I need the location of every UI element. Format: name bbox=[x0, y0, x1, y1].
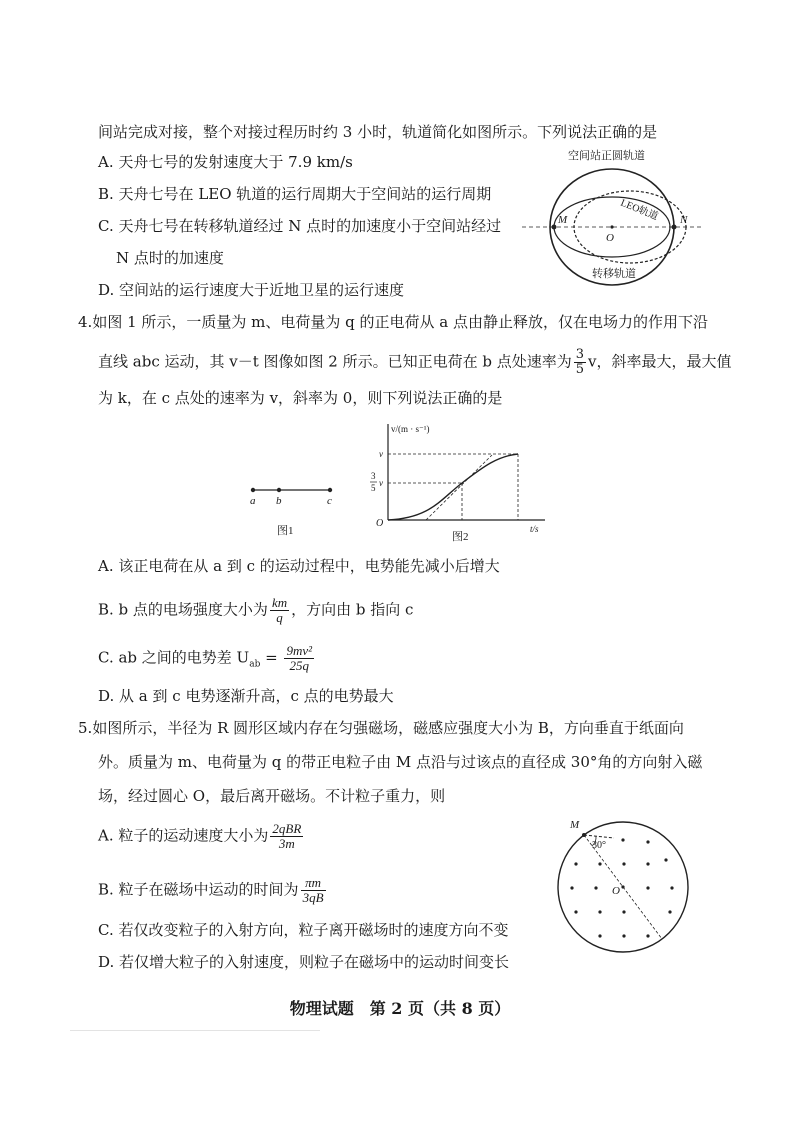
q3-option-d: D. 空间站的运行速度大于近地卫星的运行速度 bbox=[98, 281, 405, 299]
q3-option-b: B. 天舟七号在 LEO 轨道的运行周期大于空间站的运行周期 bbox=[98, 185, 492, 203]
q5-option-a bbox=[98, 822, 305, 851]
q4-fig2-v-tick: v bbox=[379, 449, 383, 459]
q5-label-o: O bbox=[612, 885, 620, 897]
field-dot bbox=[598, 934, 601, 937]
q5-option-b-pre: B. 粒子在磁场中运动的时间为 bbox=[98, 880, 299, 899]
q3-point-m bbox=[552, 225, 557, 230]
q4-fig1-label-c: c bbox=[327, 495, 332, 507]
field-dot bbox=[594, 886, 597, 889]
field-dot bbox=[646, 886, 649, 889]
q4-stem-fraction bbox=[574, 348, 586, 377]
q4-fig1-caption: 图1 bbox=[277, 525, 294, 537]
field-dot bbox=[570, 886, 573, 889]
q4-fig2-caption: 图2 bbox=[452, 531, 469, 543]
bottom-divider bbox=[70, 1030, 320, 1031]
q4-fig1-point-c bbox=[328, 488, 332, 492]
q3-point-o bbox=[610, 225, 613, 228]
q4-stem-line1 bbox=[78, 312, 708, 332]
q4-fig1 bbox=[245, 482, 345, 542]
q4-fig2-ylabel: v/(m · s⁻¹) bbox=[391, 424, 430, 434]
q3-stem: 间站完成对接，整个对接过程历时约 3 小时，轨道简化如图所示。下列说法正确的是 bbox=[98, 123, 658, 141]
field-dot bbox=[598, 910, 601, 913]
q3-option-a: A. 天舟七号的发射速度大于 7.9 km/s bbox=[98, 153, 353, 171]
q5-option-a-pre: A. 粒子的运动速度大小为 bbox=[98, 826, 269, 845]
q5-stem-line1 bbox=[78, 718, 684, 738]
field-dot bbox=[574, 910, 577, 913]
q4-option-c-den: 25q bbox=[289, 658, 309, 673]
q5-stem-line3: 场，经过圆心 O，最后离开磁场。不计粒子重力，则 bbox=[98, 787, 446, 805]
q3-label-circle-orbit: 空间站正圆轨道 bbox=[568, 150, 645, 162]
field-dot bbox=[621, 838, 624, 841]
q3-label-leo: LEO轨道 bbox=[618, 197, 660, 223]
q5-option-c: C. 若仅改变粒子的入射方向，粒子离开磁场时的速度方向不变 bbox=[98, 921, 509, 939]
field-dot bbox=[622, 934, 625, 937]
q3-point-n bbox=[672, 225, 677, 230]
q5-magnetic-field-figure bbox=[548, 812, 698, 962]
q3-option-c-cont: N 点时的加速度 bbox=[116, 249, 224, 267]
q4-stem-line2 bbox=[98, 348, 732, 377]
q4-option-b-pre: B. b 点的电场强度大小为 bbox=[98, 600, 268, 619]
q5-label-angle: 30° bbox=[592, 840, 606, 851]
field-dot bbox=[646, 862, 649, 865]
q4-option-c-pre: C. ab 之间的电势差 U bbox=[98, 648, 250, 667]
q5-stem-line2: 外。质量为 m、电荷量为 q 的带正电粒子由 M 点沿与过该点的直径成 30°角的方向射入磁 bbox=[98, 753, 703, 771]
q4-option-b-num: km bbox=[271, 595, 288, 610]
field-dot bbox=[598, 862, 601, 865]
field-dot bbox=[664, 858, 667, 861]
q4-number: 4. bbox=[78, 313, 93, 331]
q3-label-m: M bbox=[558, 214, 568, 226]
q4-fig2-curve bbox=[388, 454, 518, 520]
field-dot bbox=[646, 840, 649, 843]
q4-fig2-origin: O bbox=[376, 518, 384, 529]
q3-orbit-figure bbox=[520, 145, 710, 295]
q4-stem-2-post: v，斜率最大，最大值 bbox=[588, 352, 732, 371]
q5-point-o bbox=[621, 885, 624, 888]
q5-label-m: M bbox=[570, 819, 580, 831]
field-dot bbox=[622, 862, 625, 865]
q4-stem-frac-den: 5 bbox=[575, 362, 585, 377]
field-dot bbox=[574, 862, 577, 865]
q3-label-o: O bbox=[606, 232, 614, 244]
q4-fig2-frac-v: v bbox=[379, 478, 383, 488]
q5-option-b bbox=[98, 876, 328, 905]
q4-fig2-xlabel: t/s bbox=[530, 524, 539, 534]
q4-option-b bbox=[98, 596, 413, 625]
q3-label-n: N bbox=[680, 214, 688, 226]
q5-point-m bbox=[582, 833, 586, 837]
q4-fig2-vt-graph bbox=[360, 420, 560, 545]
q5-stem-1: 如图所示，半径为 R 圆形区域内存在匀强磁场，磁感应强度大小为 B，方向垂直于纸面向 bbox=[92, 719, 684, 737]
q4-option-a: A. 该正电荷在从 a 到 c 的运动过程中，电势能先减小后增大 bbox=[98, 557, 500, 575]
q5-option-b-num: πm bbox=[301, 876, 326, 891]
q4-option-c-sub: ab bbox=[249, 659, 261, 670]
q5-option-d: D. 若仅增大粒子的入射速度，则粒子在磁场中的运动时间变长 bbox=[98, 953, 510, 971]
q4-fig1-label-b: b bbox=[276, 495, 282, 507]
q4-option-d: D. 从 a 到 c 电势逐渐升高，c 点的电势最大 bbox=[98, 687, 394, 705]
q5-option-a-fraction bbox=[270, 822, 303, 851]
q4-fig2-tangent bbox=[426, 455, 492, 520]
q4-option-c-eq: = bbox=[260, 648, 283, 667]
q4-option-c-fraction bbox=[284, 644, 314, 673]
field-dot bbox=[668, 910, 671, 913]
page-footer: 物理试题 第 2 页（共 8 页） bbox=[289, 999, 511, 1018]
q5-option-b-den: 3qB bbox=[302, 890, 324, 905]
q5-option-b-fraction bbox=[301, 876, 326, 905]
q4-fig2-frac-num: 3 bbox=[371, 471, 376, 481]
field-dot bbox=[646, 934, 649, 937]
q4-option-c-num: 9mv² bbox=[286, 643, 313, 658]
q4-option-c bbox=[98, 644, 316, 675]
q4-stem-line3: 为 k，在 c 点处的速率为 v，斜率为 0，则下列说法正确的是 bbox=[98, 389, 503, 407]
q4-option-b-den: q bbox=[276, 610, 283, 625]
field-dot bbox=[670, 886, 673, 889]
q3-label-transfer: 转移轨道 bbox=[592, 268, 636, 280]
q4-fig1-point-b bbox=[277, 488, 281, 492]
q4-stem-1: 如图 1 所示，一质量为 m、电荷量为 q 的正电荷从 a 点由静止释放，仅在电场力的作用下沿 bbox=[92, 313, 709, 331]
q3-option-c: C. 天舟七号在转移轨道经过 N 点时的加速度小于空间站经过 bbox=[98, 217, 502, 235]
q4-fig2-frac-den: 5 bbox=[371, 483, 376, 493]
q4-stem-2-pre: 直线 abc 运动，其 v－t 图像如图 2 所示。已知正电荷在 b 点处速率为 bbox=[98, 352, 572, 371]
q5-option-a-den: 3m bbox=[278, 836, 295, 851]
q5-number: 5. bbox=[78, 719, 93, 737]
q5-incident-ray bbox=[584, 835, 614, 838]
q4-stem-frac-num: 3 bbox=[575, 347, 585, 362]
q5-option-a-num: 2qBR bbox=[272, 821, 302, 836]
q4-fig1-label-a: a bbox=[250, 495, 256, 507]
q4-option-b-fraction bbox=[270, 596, 289, 625]
q4-fig1-point-a bbox=[251, 488, 255, 492]
q4-option-b-post: ，方向由 b 指向 c bbox=[291, 600, 414, 619]
field-dot bbox=[622, 910, 625, 913]
